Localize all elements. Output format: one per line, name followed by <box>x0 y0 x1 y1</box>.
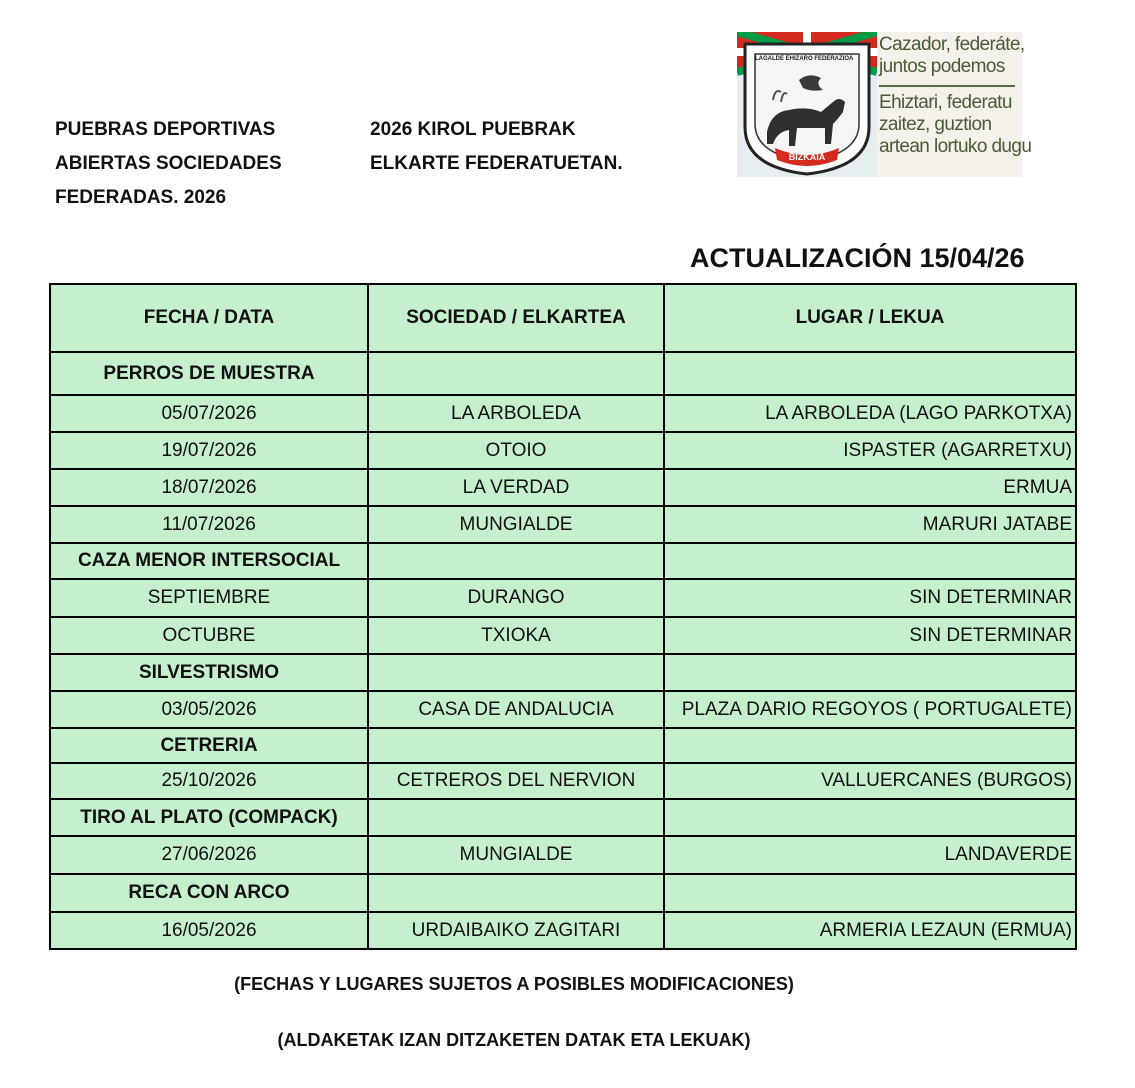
empty-cell <box>368 654 664 691</box>
location-cell: VALLUERCANES (BURGOS) <box>664 763 1076 799</box>
society-cell: LA ARBOLEDA <box>368 395 664 432</box>
empty-cell <box>664 874 1076 912</box>
category-row <box>50 543 1076 579</box>
location-cell: SIN DETERMINAR <box>664 579 1076 617</box>
society-cell: MUNGIALDE <box>368 836 664 874</box>
location-cell: LA ARBOLEDA (LAGO PARKOTXA) <box>664 395 1076 432</box>
location-cell: LANDAVERDE <box>664 836 1076 874</box>
slogan-eu-line: zaitez, guztion <box>879 114 992 135</box>
location-cell: SIN DETERMINAR <box>664 617 1076 654</box>
header-es-line: FEDERADAS. 2026 <box>55 187 227 208</box>
empty-cell <box>664 728 1076 763</box>
category-label: CETRERIA <box>50 728 368 763</box>
category-label: PERROS DE MUESTRA <box>50 352 368 395</box>
empty-cell <box>664 352 1076 395</box>
date-cell: 16/05/2026 <box>50 912 368 949</box>
note-spanish <box>0 974 1028 995</box>
society-cell: CASA DE ANDALUCIA <box>368 691 664 728</box>
note-spanish-text: (FECHAS Y LUGARES SUJETOS A POSIBLES MODIFICACIONES) <box>234 974 794 994</box>
empty-cell <box>368 543 664 579</box>
slogan-eu-line: artean lortuko dugu <box>879 136 1032 157</box>
location-cell: PLAZA DARIO REGOYOS ( PORTUGALETE) <box>664 691 1076 728</box>
category-row <box>50 799 1076 836</box>
logo-slogan <box>879 34 1032 158</box>
table-row <box>50 691 1076 728</box>
table-row <box>50 432 1076 469</box>
note-basque <box>0 1030 1028 1051</box>
column-header-date: FECHA / DATA <box>50 284 368 352</box>
society-cell: MUNGIALDE <box>368 506 664 543</box>
date-cell: SEPTIEMBRE <box>50 579 368 617</box>
header-spanish <box>55 113 282 215</box>
table-row <box>50 836 1076 874</box>
location-cell: ISPASTER (AGARRETXU) <box>664 432 1076 469</box>
slogan-es-line: juntos podemos <box>879 56 1005 77</box>
table-row <box>50 469 1076 506</box>
table-row <box>50 912 1076 949</box>
note-basque-text: (ALDAKETAK IZAN DITZAKETEN DATAK ETA LEKUAK) <box>277 1030 751 1050</box>
events-table <box>49 283 1077 950</box>
category-row <box>50 728 1076 763</box>
header-eu-line: ELKARTE FEDERATUETAN. <box>370 153 623 174</box>
table-body <box>50 352 1076 949</box>
table-row <box>50 617 1076 654</box>
slogan-es-line: Cazador, federáte, <box>879 34 1025 55</box>
slogan-divider <box>879 85 1015 87</box>
table-row <box>50 579 1076 617</box>
date-cell: 03/05/2026 <box>50 691 368 728</box>
category-label: TIRO AL PLATO (COMPACK) <box>50 799 368 836</box>
empty-cell <box>368 874 664 912</box>
header-es-line: PUEBRAS DEPORTIVAS <box>55 119 276 140</box>
federation-emblem <box>737 32 877 177</box>
society-cell: URDAIBAIKO ZAGITARI <box>368 912 664 949</box>
date-cell: OCTUBRE <box>50 617 368 654</box>
category-label: CAZA MENOR INTERSOCIAL <box>50 543 368 579</box>
slogan-eu-line: Ehiztari, federatu <box>879 92 1012 113</box>
society-cell: OTOIO <box>368 432 664 469</box>
location-cell: ERMUA <box>664 469 1076 506</box>
date-cell: 27/06/2026 <box>50 836 368 874</box>
table-row <box>50 395 1076 432</box>
date-cell: 05/07/2026 <box>50 395 368 432</box>
header-eu-line: 2026 KIROL PUEBRAK <box>370 119 576 140</box>
date-cell: 25/10/2026 <box>50 763 368 799</box>
update-date: ACTUALIZACIÓN 15/04/26 <box>690 243 1025 273</box>
header-es-line: ABIERTAS SOCIEDADES <box>55 153 282 174</box>
category-label: RECA CON ARCO <box>50 874 368 912</box>
date-cell: 11/07/2026 <box>50 506 368 543</box>
society-cell: TXIOKA <box>368 617 664 654</box>
emblem-ring-text: LAGALDE EHIZARO FEDERAZIOA <box>755 56 854 62</box>
federation-logo <box>737 32 1032 177</box>
society-cell: LA VERDAD <box>368 469 664 506</box>
location-cell: MARURI JATABE <box>664 506 1076 543</box>
table-row <box>50 506 1076 543</box>
society-cell: CETREROS DEL NERVION <box>368 763 664 799</box>
column-header-location: LUGAR / LEKUA <box>664 284 1076 352</box>
society-cell: DURANGO <box>368 579 664 617</box>
empty-cell <box>664 654 1076 691</box>
empty-cell <box>368 352 664 395</box>
empty-cell <box>664 799 1076 836</box>
category-row <box>50 654 1076 691</box>
category-row <box>50 874 1076 912</box>
table-header-row <box>50 284 1076 352</box>
header-basque <box>370 113 623 181</box>
empty-cell <box>664 543 1076 579</box>
emblem-label: BIZKAIA <box>788 152 826 162</box>
category-row <box>50 352 1076 395</box>
category-label: SILVESTRISMO <box>50 654 368 691</box>
date-cell: 19/07/2026 <box>50 432 368 469</box>
table-row <box>50 763 1076 799</box>
empty-cell <box>368 799 664 836</box>
location-cell: ARMERIA LEZAUN (ERMUA) <box>664 912 1076 949</box>
date-cell: 18/07/2026 <box>50 469 368 506</box>
column-header-society: SOCIEDAD / ELKARTEA <box>368 284 664 352</box>
empty-cell <box>368 728 664 763</box>
